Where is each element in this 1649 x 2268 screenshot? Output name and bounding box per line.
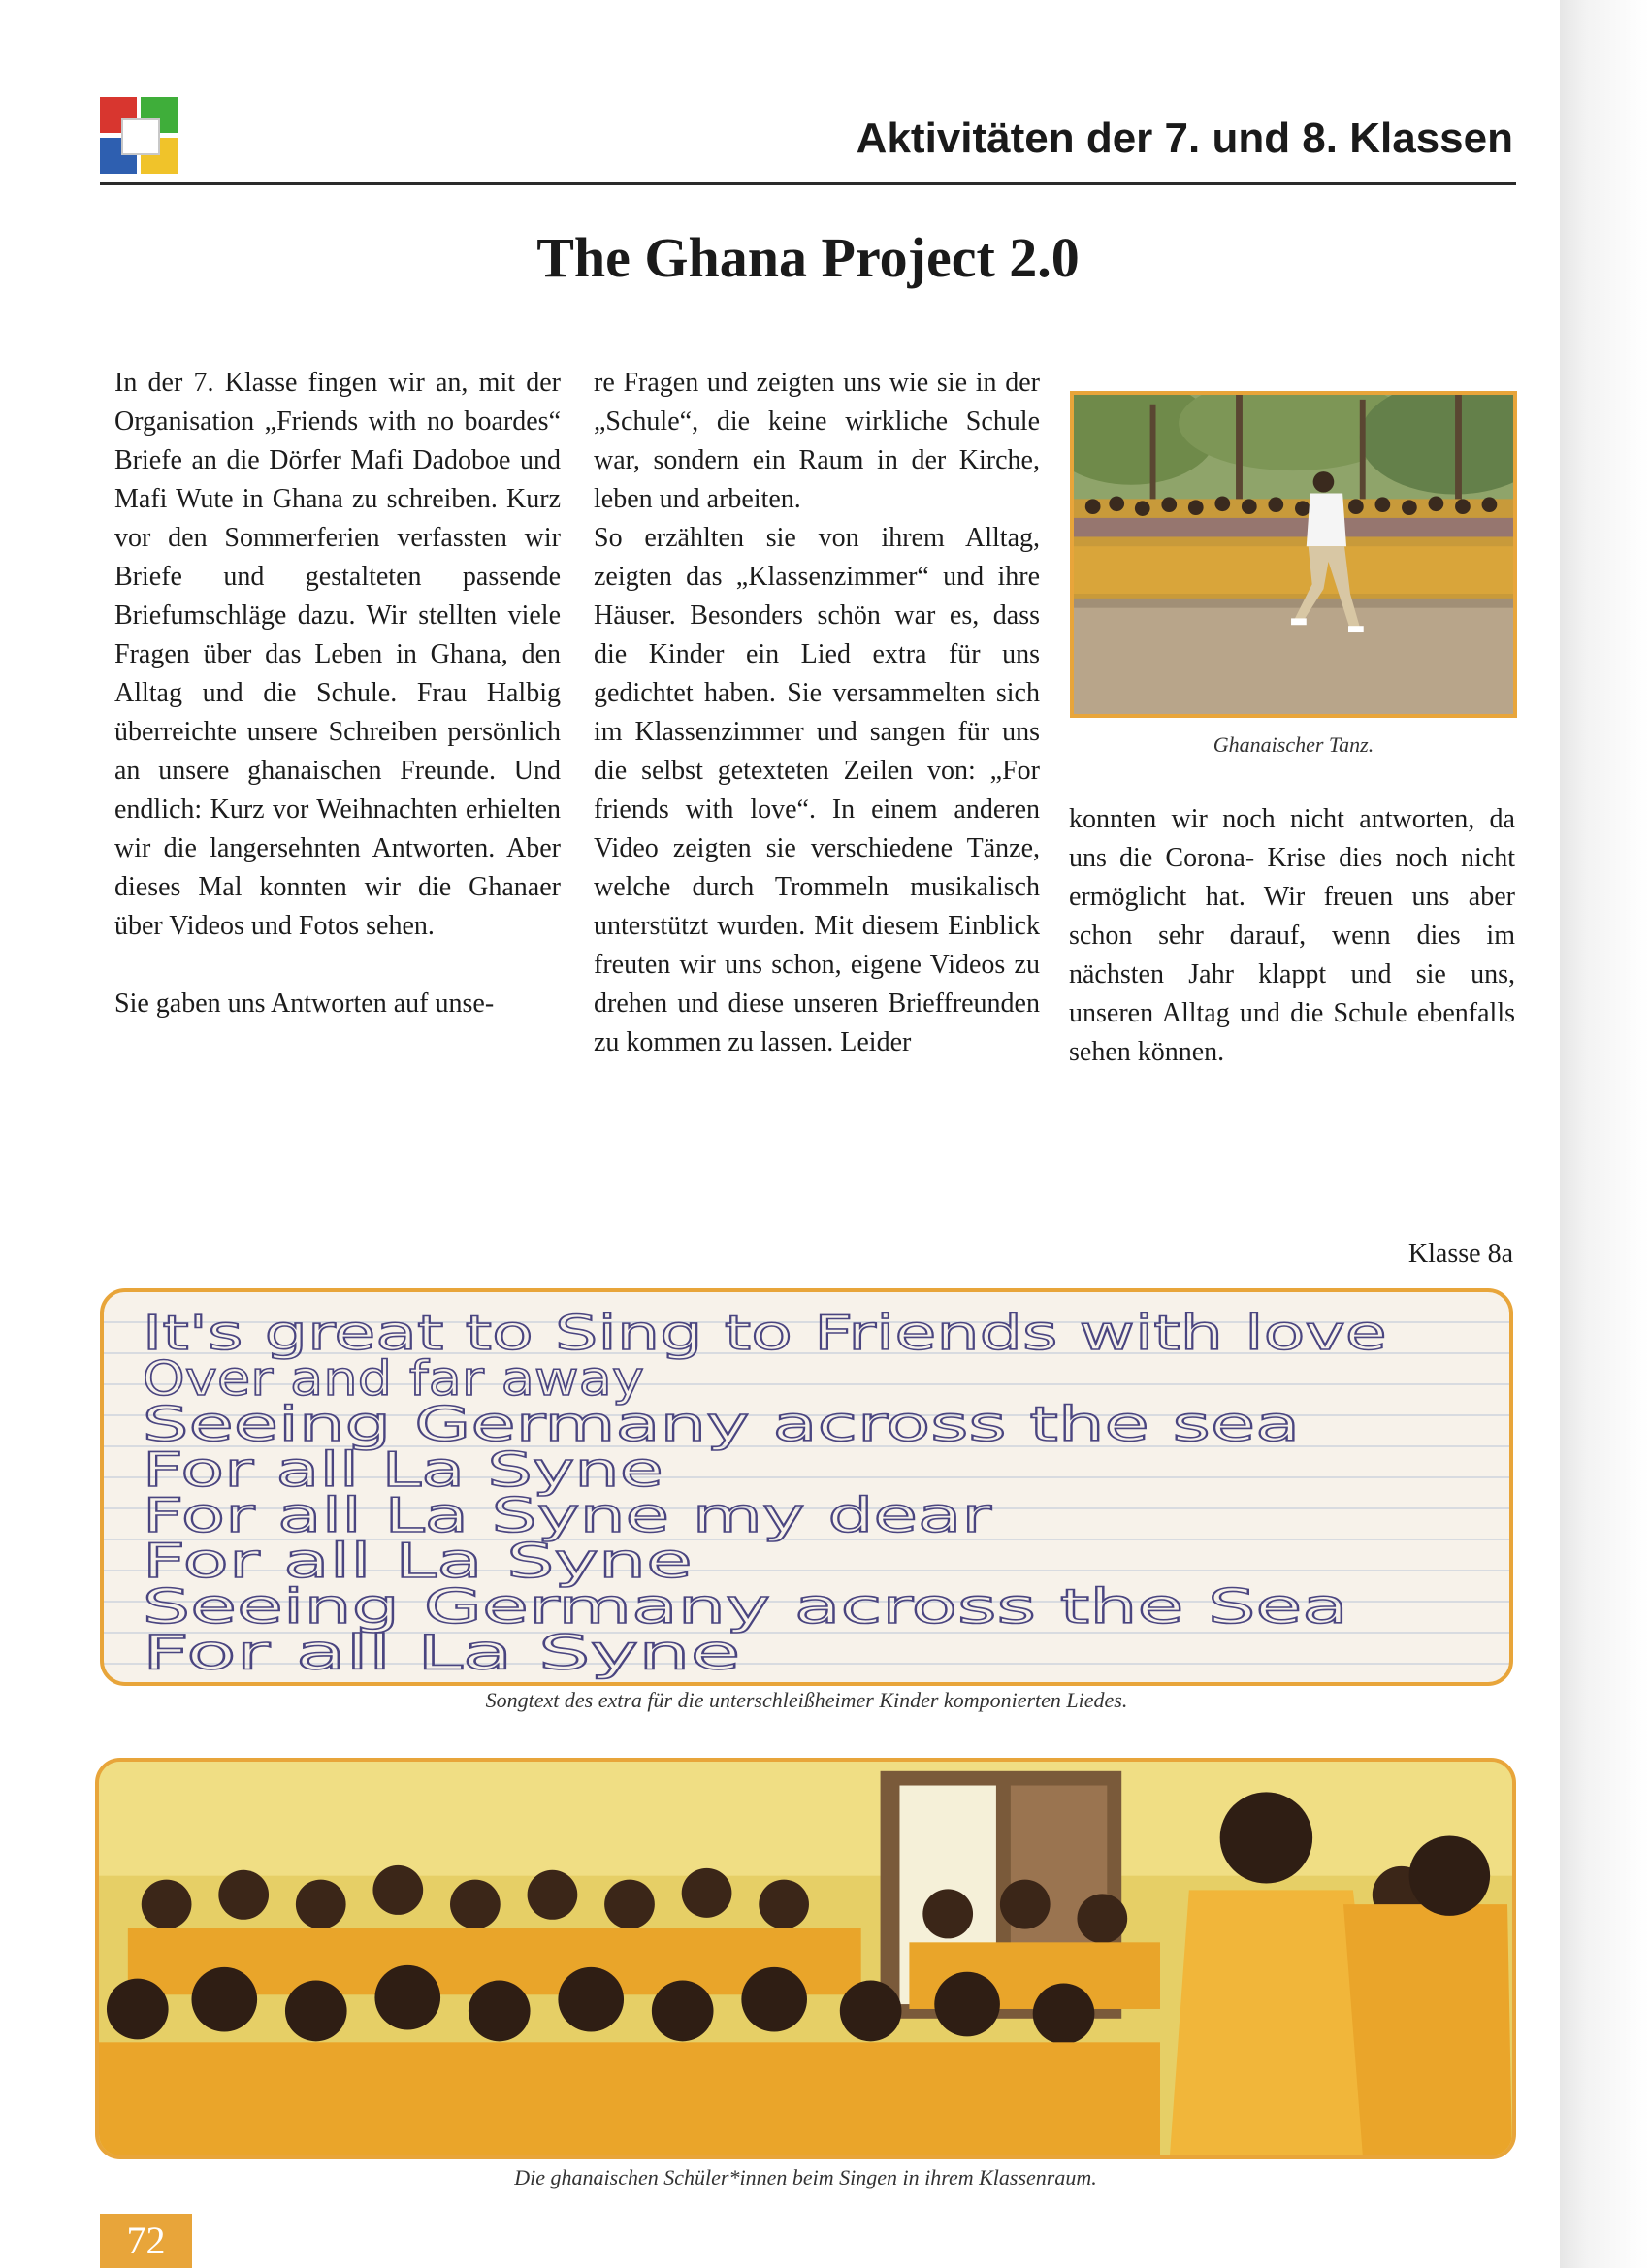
song-line: Over and far away	[142, 1350, 644, 1407]
photo-caption: Die ghanaischen Schüler*innen beim Singen in ihrem Klassenraum.	[514, 2165, 1097, 2189]
article-column-2	[594, 364, 1040, 1062]
header-divider	[100, 182, 1516, 185]
article-column-3	[1069, 800, 1515, 1072]
paragraph: Sie gaben uns Antworten auf unse-	[114, 988, 495, 1019]
paragraph: re Fragen und zeigten uns wie sie in der „Schule“, die keine wirkliche Schule war, sondern ein Raum in der Kirche, leben und arbeiten.	[594, 368, 1040, 514]
song-line: For all La Syne	[142, 1533, 693, 1590]
page-number: 72	[100, 2214, 192, 2268]
song-line: For all La Syne my dear	[142, 1487, 992, 1543]
song-line: Seeing Germany across the sea	[142, 1396, 1301, 1452]
song-line: It's great to Sing to Friends with love	[142, 1305, 1387, 1361]
paragraph: konnten wir noch nicht antworten, da uns die Corona- Krise dies noch nicht ermöglicht hat. Wir freuen uns aber schon sehr darauf, wenn dies im nächsten Jahr klappt und sie uns, unseren Alltag und die Schule ebenfalls sehen können.	[1069, 804, 1515, 1067]
photo-caption: Ghanaischer Tanz.	[1212, 732, 1374, 757]
article-author: Klasse 8a	[1407, 1239, 1513, 1269]
paragraph: In der 7. Klasse fingen wir an, mit der Organisation „Friends with no boardes“ Briefe an die Dörfer Mafi Dadoboe und Mafi Wute in Ghana zu schreiben. Kurz vor den Sommerferien verfassten wir Briefe und gestalteten passende Briefumschläge dazu. Wir stellten viele Fragen über das Leben in Ghana, den Alltag und die Schule. Frau Halbig überreichte unsere Schreiben persönlich an unsere ghanaischen Freunde. Und endlich: Kurz vor Weihnachten erhielten wir die langersehnten Antworten. Aber dieses Mal konnten wir die Ghanaer über Videos und Fotos sehen.	[114, 368, 561, 941]
song-line: For all La Syne	[142, 1442, 663, 1498]
photo-ghanaian-dance	[1070, 391, 1517, 718]
school-logo	[100, 97, 181, 177]
article-column-1	[114, 364, 561, 1023]
handwritten-song-note	[100, 1288, 1513, 1686]
photo-classroom-singing	[95, 1758, 1516, 2159]
section-title: Aktivitäten der 7. und 8. Klassen	[856, 114, 1513, 162]
note-caption: Songtext des extra für die unterschleißheimer Kinder komponierten Liedes.	[485, 1688, 1128, 1712]
paragraph: So erzählten sie von ihrem Alltag, zeigten das „Klassenzimmer“ und ihre Häuser. Besonders schön war es, dass die Kinder ein Lied extra für uns gedichtet haben. Sie versammelten sich im Klassenzimmer und sangen für uns die selbst getexteten Zeilen von: „For friends with love“. In einem anderen Video zeigten sie verschiedene Tänze, welche durch Trommeln musikalisch unterstützt wurden. Mit diesem Einblick freuten wir uns schon, eigene Videos zu drehen und diese unseren Brieffreunden zu kommen zu lassen. Leider	[594, 523, 1040, 1057]
song-line: For all La Syne	[142, 1624, 741, 1681]
page-edge-shadow	[1560, 0, 1649, 2268]
article-title: The Ghana Project 2.0	[536, 226, 1080, 289]
song-line: Seeing Germany across the Sea	[142, 1578, 1348, 1636]
